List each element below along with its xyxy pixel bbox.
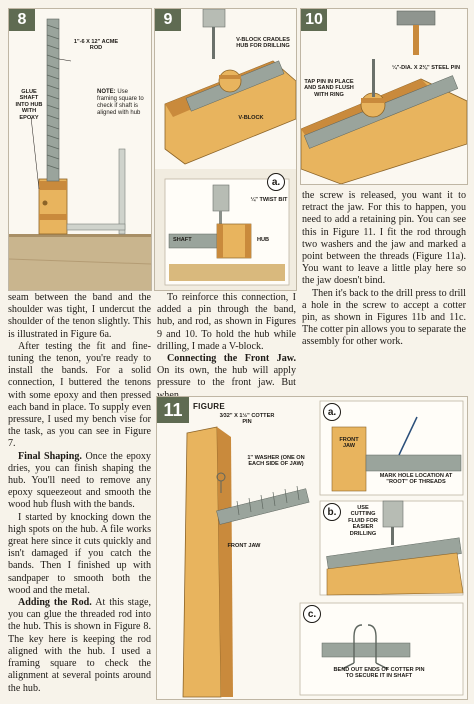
figure-11-word: FIGURE: [193, 402, 226, 411]
paragraph: I started by knocking down the high spots on the hub. A file works great here since it cuts quickly and isn't damaged if you catch the bands. Then I finished up with sandpaper to smooth both the wood and the metal.: [8, 511, 151, 596]
bend-out-label: BEND OUT ENDS OF COTTER PIN TO SECURE IT IN SHAFT: [333, 667, 425, 680]
figure-9-illustration: [155, 9, 296, 290]
figure-11c-marker: c.: [303, 605, 321, 623]
vblock-cradles-label: V-BLOCK CRADLES HUB FOR DRILLING: [236, 37, 290, 50]
shaft-label: SHAFT: [173, 237, 192, 243]
paragraph: After testing the fit and fine-tuning the tenon, you're ready to install the bands. For a solid connection, I buttered the tenons with some epoxy and then pressed each band in place. To supply even pressure, I used my bench vise for the task, as you can see in Figure 7.: [8, 340, 151, 450]
figure-11-illustration: [157, 397, 467, 699]
paragraph: Connecting the Front Jaw. On its own, the hub will apply pressure to the front jaw. But: [157, 353, 296, 389]
text-column-3: [302, 190, 466, 349]
subhead-adding-rod: Adding the Rod.: [18, 597, 92, 609]
figure-11: [156, 396, 468, 700]
figure-8-number: 8: [9, 9, 35, 31]
twist-bit-label: ¼" TWIST BIT: [250, 197, 288, 203]
subhead-final-shaping: Final Shaping.: [18, 450, 82, 462]
figure-11-number: 11: [157, 397, 189, 423]
mark-hole-label: MARK HOLE LOCATION AT "ROOT" OF THREADS: [379, 473, 453, 486]
figure-11b-marker: b.: [323, 503, 341, 521]
front-jaw-a-label: FRONT JAW: [339, 437, 359, 450]
paragraph: seam between the band and the shoulder was tight, I undercut the shoulder of the tenon slightly. This is illustrated in Figure 6a.: [8, 292, 151, 340]
figure-9-number: 9: [155, 9, 181, 31]
glue-shaft-label: GLUE SHAFT INTO HUB WITH EPOXY: [15, 89, 43, 121]
figure-10: [300, 8, 468, 185]
hub-label: HUB: [256, 237, 270, 243]
figure-8: [8, 8, 152, 291]
paragraph: Adding the Rod. At this stage, you can glue the threaded rod into the hub. This is shown in Figure 8. The key here is keeping the rod aligned with the hub. I used a framing square to check the alignment at several points around the hub.: [8, 597, 151, 694]
cotter-pin-label: 3⁄32" X 1½" COTTER PIN: [219, 413, 275, 426]
figure-9: [154, 8, 297, 291]
figure-11a-marker: a.: [323, 403, 341, 421]
front-jaw-label: FRONT JAW: [227, 543, 261, 549]
acme-rod-label: 1"-6 X 12" ACME ROD: [73, 39, 119, 52]
paragraph: Final Shaping. Once the epoxy dries, you can finish shaping the hub. You'll need to remove any epoxy squeezeout and smooth the wood hub flush with the bands.: [8, 450, 151, 511]
figure-9a-marker: a.: [267, 173, 285, 191]
framing-square-note: [97, 89, 147, 117]
figure-10-number: 10: [301, 9, 327, 31]
note-body: Use framing square to check if shaft is aligned with hub: [97, 89, 144, 116]
paragraph: the screw is released, you want it to retract the jaw. For this to happen, you need to add a retaining pin. You can see this in Figure 11. I fit the rod through two washers and the jaw and marked a point between the threads (Figure 11a). You want to leave a little play here so the jaw doesn't bind.: [302, 190, 466, 287]
text-column-2: [157, 292, 296, 402]
paragraph: To reinforce this connection, I added a pin through the band, hub, and rod, as shown in Figures 9 and 10. To hold the hub while drilling, I made a V-block.: [157, 292, 296, 352]
text-column-1: [8, 292, 151, 695]
note-title: NOTE:: [97, 89, 116, 95]
washer-label: 1" WASHER (ONE ON EACH SIDE OF JAW): [247, 455, 305, 468]
paragraph: Then it's back to the drill press to drill a hole in the screw to accept a cotter pin, as shown in Figures 11b and 11c. The cotter pin allows you to separate the assembly for other work.: [302, 287, 466, 348]
cutting-fluid-label: USE CUTTING FLUID FOR EASIER DRILLING: [348, 505, 378, 537]
steel-pin-label: ¼"-DIA. X 2⅜" STEEL PIN: [392, 65, 460, 71]
tap-pin-label: TAP PIN IN PLACE AND SAND FLUSH WITH RING: [304, 79, 354, 98]
vblock-label: V-BLOCK: [238, 115, 264, 121]
subhead-connecting-front-jaw: Connecting the Front Jaw.: [167, 353, 296, 365]
